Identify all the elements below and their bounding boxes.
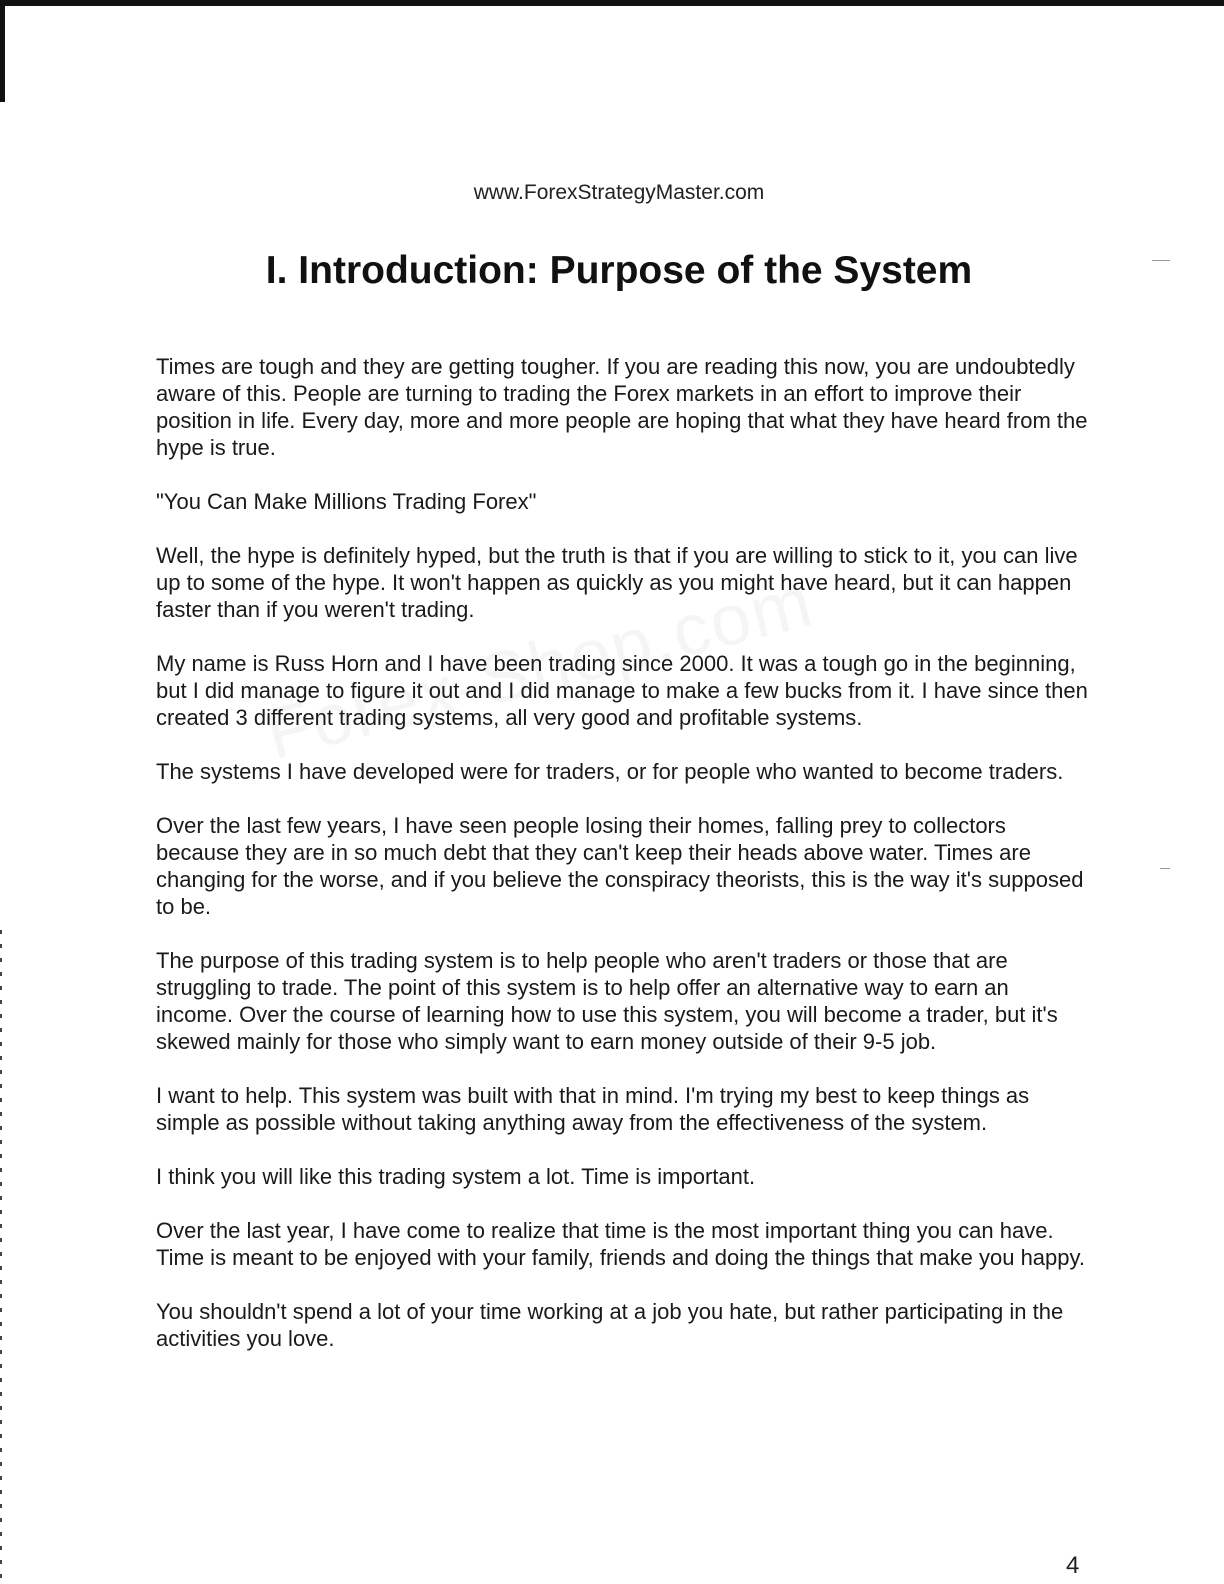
paragraph: I think you will like this trading system a lot. Time is important. [156, 1164, 756, 1189]
paragraph: The systems I have developed were for traders, or for people who wanted to become traders. [156, 759, 1064, 784]
body-text [156, 353, 1091, 1379]
paragraph: You shouldn't spend a lot of your time working at a job you hate, but rather participating in the activities you love. [156, 1299, 1064, 1351]
paragraph: Times are tough and they are getting tougher. If you are reading this now, you are undoubtedly aware of this. People are turning to trading the Forex markets in an effort to improve their position in life. Every day, more and more people are hoping that what they have heard from the hype is true. [156, 354, 1088, 460]
scan-edge-marks [0, 930, 2, 1584]
paragraph: "You Can Make Millions Trading Forex" [156, 489, 537, 514]
scan-border-top [0, 0, 1224, 6]
site-url: www.ForexStrategyMaster.com [473, 181, 765, 204]
paragraph: I want to help. This system was built with that in mind. I'm trying my best to keep things as simple as possible without taking anything away from the effectiveness of the system. [156, 1083, 1030, 1135]
paragraph: The purpose of this trading system is to help people who aren't traders or those that are struggling to trade. The point of this system is to help offer an alternative way to earn an income. Over the course of learning how to use this system, you will become a trader, but it's skewed mainly for those who simply want to earn money outside of their 9-5 job. [156, 948, 1058, 1054]
paragraph: Over the last few years, I have seen people losing their homes, falling prey to collectors because they are in so much debt that they can't keep their heads above water. Times are changing for the worse, and if you believe the conspiracy theorists, this is the way it's supposed to be. [156, 813, 1084, 919]
scan-speck [1160, 868, 1170, 869]
paragraph: My name is Russ Horn and I have been trading since 2000. It was a tough go in the beginning, but I did manage to figure it out and I did manage to make a few bucks from it. I have since then created 3 different trading systems, all very good and profitable systems. [156, 651, 1088, 730]
paragraph: Over the last year, I have come to realize that time is the most important thing you can have. Time is meant to be enjoyed with your family, friends and doing the things that make you happy. [156, 1218, 1085, 1270]
paragraph: Well, the hype is definitely hyped, but the truth is that if you are willing to stick to it, you can live up to some of the hype. It won't happen as quickly as you might have heard, but it can happen faster than if you weren't trading. [156, 543, 1078, 622]
scan-border-left [0, 0, 5, 102]
page-number: 4 [1066, 1552, 1080, 1579]
page-title: I. Introduction: Purpose of the System [265, 249, 973, 292]
